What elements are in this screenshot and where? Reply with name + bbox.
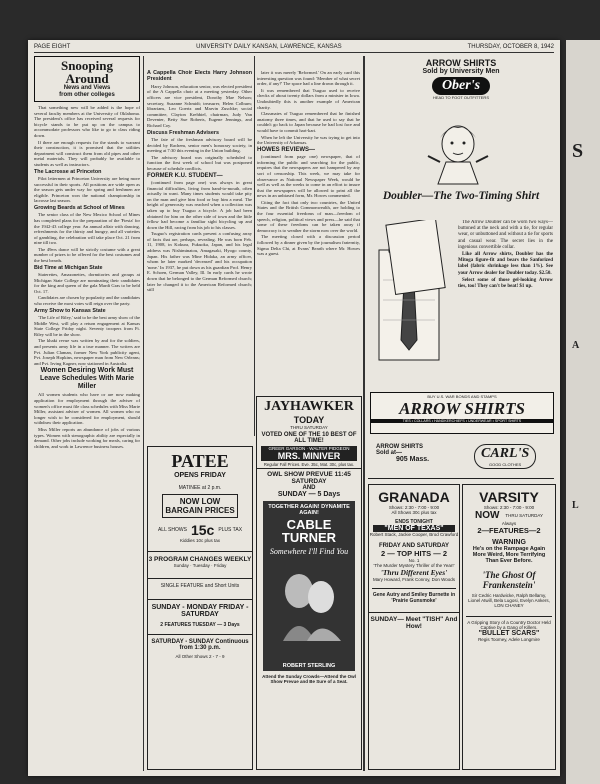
article-heading: Discuss Freshman Advisers xyxy=(147,129,220,136)
ad-text: Sold by University Men xyxy=(422,68,500,75)
ad-text: No. 1 xyxy=(408,558,420,563)
ad-text: 2 — TOP HITS — 2 xyxy=(381,549,447,558)
ad-text: NOW LOW BARGAIN PRICES xyxy=(162,494,238,518)
ad-text: Robert Stack, Jackie Cooper, Brod Crawford xyxy=(369,532,459,537)
article-paragraph: Classmates of Tsuguo remembered that he finished anatomy three times, and that he used to say that he couldn't go back to Japan because he had lost face and would have to commit hari-kari. xyxy=(257,111,360,133)
article-paragraph: All women students who have or are now making application for employment through the adviser of women's office must file class schedules with Miss Marie Miller, assistant adviser of women. All women who no longer wish to be considered for employment, should withdraw their application. xyxy=(34,392,140,426)
ad-text: GREER GARSON · WALTER PIDGEON xyxy=(261,446,357,451)
column-rule xyxy=(254,56,255,436)
article-paragraph: 'The Life of Riley,' said to be the best army show of the Middle West, will play a return engagement at Kansas State College Friday night. Seventy troopers from Ft. Riley will be in the show. xyxy=(34,315,140,337)
article-heading: Bid Time at Michigan State xyxy=(34,264,103,271)
article-heading: HOWES REVIEWS— xyxy=(257,146,316,153)
article-paragraph: If there are enough requests for the stands to warrant their construction, it is promised that the utilities department will construct them from old pipes and other metal materials. They will probably be available to students as well as instructors. xyxy=(34,139,140,167)
ad-text: ARROW SHIRTS xyxy=(376,444,423,450)
movie-poster-image xyxy=(263,501,355,671)
article-paragraph: later it was merely 'Reformed.' On an early card this interesting question was found: 'Member of what secret order, if any?' The space had a line drawn through it. xyxy=(257,70,360,87)
carls-ad xyxy=(368,438,554,479)
doubler-copy xyxy=(458,220,553,410)
ad-headline: Doubler—The Two-Timing Shirt xyxy=(382,190,540,202)
article-paragraph: Tsuguo's registration cards present a confusing array of facts that are, perhaps, revealing. He was born Feb. 11, 1908, in Kokura, Fukuoka, Japan, and his legal address was Nishiminatou, Amagasaki, Hyogo county, Japan. His father was Mine Hidaka, an army officer, whom he later marked 'deceased' and his occupation 'none.' In 1937, he put down as his guardian Prof. Henry E. Schoen, German Valley, Ill. In early cards he wrote down that he belonged to the German Reformed church; later he changed it to the American Reformed church; still xyxy=(147,231,252,293)
theater-name: VARSITY xyxy=(479,489,539,505)
article-paragraph: The 49ers dance will be strictly costume with a great number of prizes to be offered for the best costumes and the best beards. xyxy=(34,246,140,264)
article-heading: Growing Beards at School of Mines xyxy=(34,204,125,211)
ad-text: He's on the Rampage Again More Weird, More Terrifying Than Ever Before. xyxy=(472,546,546,564)
article-heading: The Lacrosse at Princeton xyxy=(34,168,102,175)
film-title: 'The Ghost Of Frankenstein' xyxy=(482,570,536,590)
ad-text: GOOD CLOTHES xyxy=(489,462,522,467)
ad-text: SUNDAY - MONDAY FRIDAY - SATURDAY xyxy=(148,599,252,618)
article-paragraph: Staterettes, Amazonettes, dormitories and groups at Michigan State College are nominating their candidates for the king and queen of the gala Mardi Gras to be held Oct. 17. xyxy=(34,272,140,294)
film-title: "MEN OF TEXAS" xyxy=(373,525,455,532)
star-names: CABLE TURNER xyxy=(281,517,337,545)
masthead xyxy=(34,44,554,53)
article-paragraph: It was remembered that Tsuguo used to receive checks of about twenty dollars from a minister in Iowa. Undoubtedly this is another example of American charity. xyxy=(257,87,360,110)
ad-paragraph: The Arrow Doubler can be worn two ways—buttoned at the neck and with a tie, for regular wear, or unbuttoned and without a tie for sports and casual wear. The secret lies in the ingenious convertible collar. xyxy=(458,220,553,250)
ad-text: OPENS FRIDAY xyxy=(174,472,226,479)
article-heading: Women Desiring Work Must Leave Schedules With Marie Miller xyxy=(39,367,135,391)
snooping-column xyxy=(34,56,140,771)
article-paragraph: Harry Johnson, education senior, was elected president of the A Cappella choir at a meeting yesterday. Other officers are vice president, Dorothy Mae Nelson; secretary, Suzanne Schmidt; treasurer, Helen Colburn; librarians, Leo Goertz and Marvin Zuschke; social committee, Clayton Krehbiel, chairman, Judy Van Deventer, Betty Sue Roberts, Eugene Jennings, and Richard Coy. xyxy=(147,83,252,128)
snooping-title: Snooping xyxy=(60,58,114,73)
news-column-3 xyxy=(257,70,360,436)
article-paragraph: When he left the University he was trying to get into the University of Arkansas. xyxy=(257,134,360,146)
ad-text: Sold at— xyxy=(376,450,403,456)
article-heading: FORMER K.U. STUDENT— xyxy=(147,172,223,179)
granada-ad xyxy=(368,484,460,770)
ad-text: 2 FEATURES TUESDAY — 3 Days xyxy=(160,622,240,628)
ad-text: THRU SATURDAY xyxy=(505,513,544,518)
ad-text: FRIDAY AND SATURDAY xyxy=(378,543,450,549)
ad-text: 2—FEATURES—2 xyxy=(477,526,541,535)
ad-text: HEAD TO FOOT OUTFITTERS xyxy=(432,95,489,100)
ad-text: SUNDAY— Meet "TISH" And How! xyxy=(369,612,459,630)
article-paragraph: (continued from page one) newspaper, that of informing the public and searching for the public, requires that the newspapers are not hampered by any sort of censorship. This week, we may take for observance as National Newspaper Week, would be well as well as the weeks to come in an effort to insure that the newspapers will be allowed to print all the news in an unbiased form, Mr. Howes commented. xyxy=(257,154,360,199)
adjacent-page-fragment: S xyxy=(572,140,584,162)
paper-name: UNIVERSITY DAILY KANSAN, LAWRENCE, KANSAS xyxy=(196,44,342,50)
article-paragraph: Citing the fact that only two countries, the United States and the British Commonwealth, are holding to the four essential freedoms of man—freedom of speech, religion, political views and press—he said that some of these freedoms can be taken away if democracy is to weather the storm now over the world. xyxy=(257,199,360,233)
ad-text: Regular Fall Prices. Eve. 35c, Mat. 30c, plus tax. xyxy=(263,462,355,467)
ad-text: Shows: 2:30 - 7:00 - 9:00 xyxy=(388,505,440,510)
article-paragraph: The fate of the freshman advisory board will be decided by Rachem, senior men's honorary society, in meeting at 7:30 this evening in the Union building. xyxy=(147,136,252,154)
ad-text: All Shows 30c plus tax xyxy=(391,510,437,515)
jayhawker-ad xyxy=(256,396,362,770)
actors-portrait-icon xyxy=(273,561,345,641)
ad-text: ENDS TONIGHT xyxy=(395,519,433,525)
ad-text: WARNING xyxy=(492,539,526,546)
article-paragraph: (continued from page one) was always in great financial difficulties, living from hand-to-mouth, often actually in want. Many times students would take pity on the man and give him food or buy him a meal. The height of generosity was reached when a collection was taken up to buy Tsuguo a bicycle. A job had been obtained for him on the other side of town and the little fellow had become a familiar sight bicycling up and down the Hill, racing from his job to his classes. xyxy=(147,179,252,230)
obers-ad xyxy=(368,58,554,110)
article-paragraph: The khaki revue was written by and for the soldiers, and presents army life in a true manner. The writers are Pvt. Julian Claman, former New York publicity agent, Pvt. Joseph Hopkins, newspaper man from New Orleans; and Pvt. Irving Kagner, now stationed in Australia. xyxy=(34,338,140,366)
shirt-illustration-icon xyxy=(371,220,455,370)
theater-name: PATEE xyxy=(171,451,229,471)
ad-text: Kiddies 10c plus tax xyxy=(179,538,221,543)
ad-text: OWL SHOW PREVUE 11:45 SATURDAY xyxy=(257,468,361,485)
issue-date: THURSDAY, OCTOBER 8, 1942 xyxy=(467,44,554,50)
ad-text: 'The Murder Mystery Thriller of the Year!' xyxy=(373,563,455,568)
ad-text: Sunday · Tuesday · Friday xyxy=(173,563,227,568)
ad-paragraph: Select some of those gel-looking Arrow ties, too! They can't be beat! $1 up. xyxy=(458,277,553,290)
ad-text: AND xyxy=(302,485,316,491)
article-paragraph: The senior class of the New Mexico School of Mines has completed plans for the preparation of the 'Fiesta' for the 1942-43 college year. An annual affair with dancing, refreshments for the thirsty and hungry, and all varieties of gambling, the celebration will take place Oct. 21 from nine till two. xyxy=(34,212,140,246)
ad-text: SINGLE FEATURE and Short Units xyxy=(148,578,252,589)
varsity-ad xyxy=(462,484,556,770)
news-column-2 xyxy=(147,70,252,436)
arrow-shirts-banner xyxy=(370,392,554,434)
ad-text: Regis Toomey, Adele Longmire xyxy=(478,637,540,642)
film-title: MRS. MINIVER xyxy=(261,451,357,461)
ad-text: THRU SATURDAY xyxy=(290,425,328,430)
ticket-price: 15c xyxy=(190,522,215,538)
column-rule xyxy=(143,56,144,771)
ad-text: MATINEE at 2 p.m. xyxy=(178,485,222,491)
doubler-title xyxy=(368,190,554,212)
snooping-header xyxy=(34,56,140,102)
ad-text: SUNDAY — 5 Days xyxy=(277,491,341,498)
article-paragraph: Pilot lettermen at Princeton University are being more successful in their sports. All positions are wide open as the season gets under way for spring and freshmen are eligible. Princeton won the national championship in lacrosse last season. xyxy=(34,175,140,204)
ad-text: Sir Cedric Hardwicke, Ralph Bellamy, Lionel Atwill, Bela Lugosi, Evelyn Ankers, LON CHANEY xyxy=(468,593,550,608)
ad-text: 905 Mass. xyxy=(396,456,430,463)
film-title: Somewhere I'll Find You xyxy=(269,547,349,556)
banner-text: TIES • COLLARS • HANDKERCHIEFS • UNDERWEAR • SPORT SHIRTS xyxy=(371,419,553,423)
article-paragraph: The meeting closed with a discussion period followed by a dinner given by the journalism fraternity, Sigma Delta Chi, at Evans' Bearth where Mr. Howes was a guest. xyxy=(257,234,360,257)
ad-text: Mary Howard, Frank Conroy, Don Woods xyxy=(372,577,456,582)
arrow-logo: ARROW SHIRTS xyxy=(399,399,525,418)
ad-text: NOW xyxy=(474,510,500,521)
ad-text: Always xyxy=(501,521,517,526)
article-paragraph: Candidates are chosen by popularity and the candidates who receive the most votes will reign over the party. xyxy=(34,295,140,307)
adjacent-page-edge xyxy=(566,40,600,784)
page-number: PAGE EIGHT xyxy=(34,44,71,50)
theater-name: JAYHAWKER xyxy=(264,399,354,414)
ad-text: 3 PROGRAM CHANGES WEEKLY xyxy=(148,551,252,563)
ad-text: Shows: 2:30 - 7:00 - 9:00 xyxy=(483,505,535,510)
ad-text: TOGETHER AGAIN! DYNAMITE AGAIN! xyxy=(268,504,350,516)
ad-text: ALL SHOWS xyxy=(157,527,187,533)
ad-text: PLUS TAX xyxy=(218,527,243,533)
ad-paragraph: Like all Arrow shirts, Doubler has the Mitoga figure-fit and bears the Sanforized label (fabric shrinkage less than 1%). See your Arrow dealer for Doubler today. $2.50. xyxy=(458,252,553,276)
snooping-title-2: Around xyxy=(65,71,109,86)
ad-text: A Gripping Story of a Country Doctor Held Captive by a Gang of Killers. xyxy=(466,616,552,630)
article-heading: A Cappella Choir Elects Harry Johnson President xyxy=(147,70,252,83)
column-rule xyxy=(363,56,365,771)
adjacent-page-fragment: A xyxy=(572,340,580,351)
film-title: "BULLET SCARS" xyxy=(478,630,540,637)
woman-illustration-icon xyxy=(418,116,498,186)
star-names: ROBERT STERLING xyxy=(282,663,336,669)
ad-text: TODAY xyxy=(293,415,325,425)
obers-logo: Ober's xyxy=(432,77,490,95)
adjacent-page-fragment: L xyxy=(572,500,579,511)
ad-text: ARROW SHIRTS xyxy=(425,58,497,68)
ad-text: SATURDAY - SUNDAY Continuous from 1:30 p.m. xyxy=(148,634,252,651)
article-paragraph: Miss Miller reports an abundance of jobs of various types. Women with stenographic ability are especially in demand. Other jobs include working for meals, caring for children, and work in Lawrence business houses. xyxy=(34,426,140,449)
banner-text: BUY U.S. WAR BONDS AND STAMPS xyxy=(427,394,497,399)
newspaper-page xyxy=(28,40,560,776)
patee-ad xyxy=(147,446,253,770)
article-heading: Army Show to Kansas State xyxy=(34,307,106,314)
film-title: 'Thru Different Eyes' xyxy=(380,568,448,577)
snooping-subtitle-2: from other colleges xyxy=(59,92,115,98)
article-paragraph: That something new will be added is the hope of several faculty members at the University of Oklahoma. The president's office has received several requests for bicycle stands to be put up on the campus to accommodate professors who like to go to class riding down. xyxy=(34,105,140,138)
article-paragraph: The advisory board was originally scheduled to function the first week of school but was postponed because of schedule conflicts. xyxy=(147,154,252,171)
film-title: Gene Autry and Smiley Burnette in 'Prairie Gunsmoke' xyxy=(372,588,456,604)
snooping-subtitle: News and Views xyxy=(63,85,111,91)
carls-logo: CARL'S xyxy=(481,446,530,461)
ad-text: VOTED ONE OF THE 10 BEST OF ALL TIME! xyxy=(261,432,357,444)
theater-name: GRANADA xyxy=(378,489,450,505)
ad-text: Attend the Sunday Crowds—Attend the Owl Show Prevue and Be Sure of a Seat. xyxy=(262,674,356,684)
ad-text: All Other Shows 2 - 7 - 9 xyxy=(175,654,225,659)
